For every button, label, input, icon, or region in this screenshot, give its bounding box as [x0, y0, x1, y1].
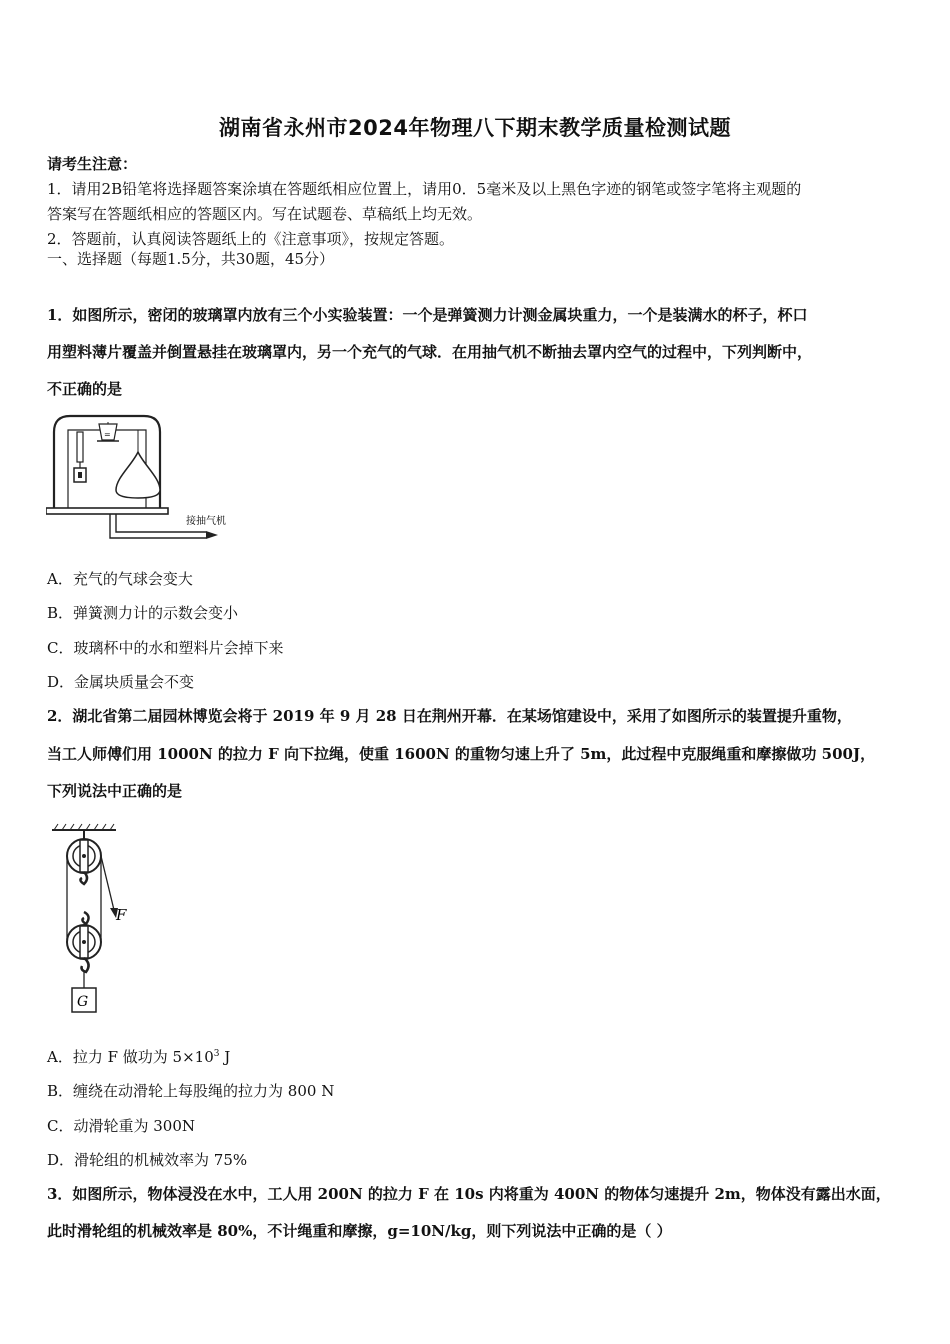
pump-label: 接抽气机: [186, 516, 226, 527]
q1-stem-line-3: 不正确的是: [47, 380, 123, 398]
q2-option-a: A．拉力 F 做功为 $5\times 10^3$ J: [47, 1048, 231, 1066]
q2-stem-line-2: 当工人师傅们用 1000N 的拉力 F 向下拉绳，使重 1600N 的重物匀速上升了 5m，此过程中克服绳重和摩擦做功 500J，: [47, 745, 876, 763]
page-title: 湖南省永州市2024年物理八下期末教学质量检测试题: [219, 116, 731, 140]
notice-item-1-line-1: 1．请用2B铅笔将选择题答案涂填在答题纸相应位置上，请用0．5毫米及以上黑色字迹的钢笔或签字笔将主观题的: [47, 180, 802, 198]
q2-stem-line-1: 2．湖北省第二届园林博览会将于 2019 年 9 月 28 日在荆州开幕．在某场馆建设中，采用了如图所示的装置提升重物，: [47, 707, 852, 725]
q2-option-c: C．动滑轮重为 300N: [47, 1117, 196, 1135]
arrow-right-icon: [206, 531, 218, 539]
q1-option-a: A．充气的气球会变大: [47, 570, 193, 588]
q1-stem-line-1: 1．如图所示，密闭的玻璃罩内放有三个小实验装置：一个是弹簧测力计测金属块重力，一个是装满水的杯子，杯口: [47, 306, 808, 324]
svg-text:=: =: [104, 430, 111, 439]
notice-heading: 请考生注意：: [47, 155, 138, 173]
pulley-figure: [46, 822, 156, 1022]
q2-option-d: D．滑轮组的机械效率为 75%: [47, 1151, 248, 1169]
q1-option-b: B．弹簧测力计的示数会变小: [47, 604, 239, 622]
weight-label: G: [77, 994, 89, 1010]
q2-stem-line-3: 下列说法中正确的是: [47, 782, 183, 800]
bell-jar-figure: [46, 410, 246, 550]
q3-stem-line-1: 3．如图所示，物体浸没在水中，工人用 200N 的拉力 F 在 10s 内将重为 400N 的物体匀速提升 2m，物体没有露出水面，: [47, 1185, 891, 1203]
q1-option-c: C．玻璃杯中的水和塑料片会掉下来: [47, 639, 284, 657]
section-heading: 一、选择题（每题1.5分，共30题，45分）: [47, 250, 335, 268]
q3-stem-line-2: 此时滑轮组的机械效率是 80%，不计绳重和摩擦，g=10N/kg，则下列说法中正确的是（ ）: [47, 1222, 672, 1240]
notice-item-2: 2．答题前，认真阅读答题纸上的《注意事项》，按规定答题。: [47, 230, 455, 248]
balloon: [116, 452, 160, 498]
q1-option-d: D．金属块质量会不变: [47, 673, 195, 691]
force-label: F: [116, 906, 127, 924]
notice-item-1-line-2: 答案写在答题纸相应的答题区内。写在试题卷、草稿纸上均无效。: [47, 205, 483, 223]
base-plate: [46, 508, 168, 514]
spring-scale: [77, 432, 83, 462]
pull-rope: [101, 856, 114, 910]
q2-option-b: B．缠绕在动滑轮上每股绳的拉力为 800 N: [47, 1082, 335, 1100]
q1-stem-line-2: 用塑料薄片覆盖并倒置悬挂在玻璃罩内，另一个充气的气球．在用抽气机不断抽去罩内空气的过程中，下列判断中，: [47, 343, 813, 361]
